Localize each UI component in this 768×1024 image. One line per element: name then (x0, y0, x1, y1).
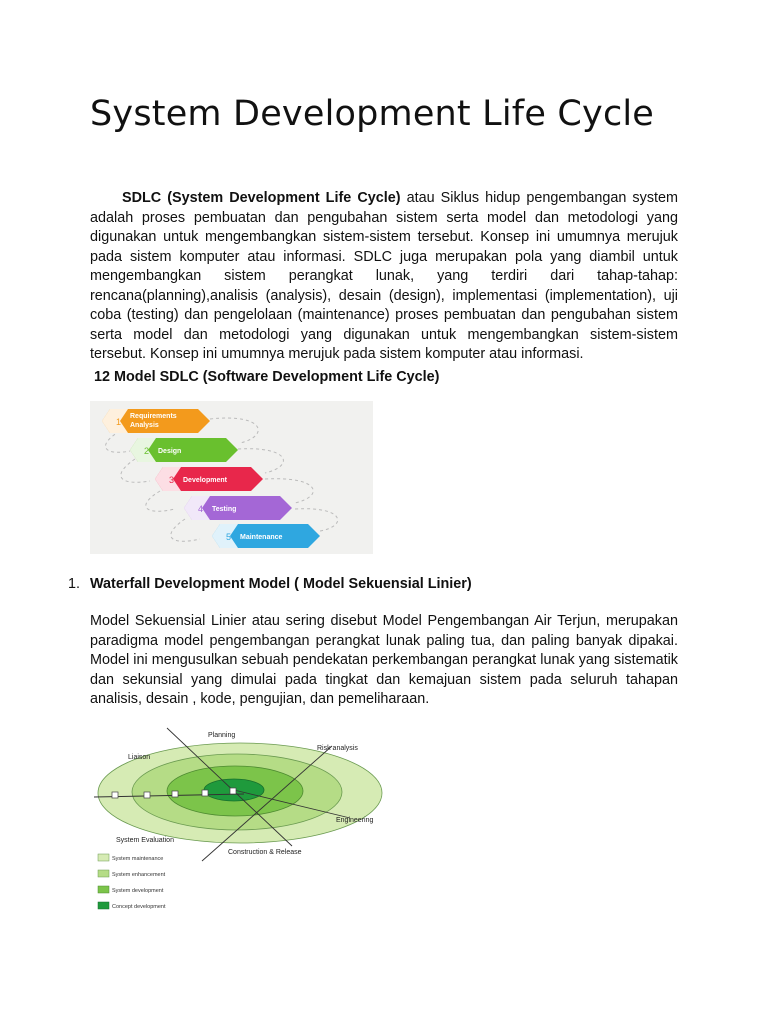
sdlc-term: SDLC (System Development Life Cycle) (122, 190, 401, 206)
sdlc-steps-figure (90, 401, 373, 554)
step-1-label-line2: Analysis (130, 422, 159, 429)
step-4-number: 4 (198, 504, 204, 514)
intro-text: atau Siklus hidup pengembangan system adalah proses pembuatan dan pengubahan sistem serta model dan metodologi yang digunakan untuk mengembangkan sistem-sistem tersebut. Konsep ini umumnya merujuk pada sistem komputer atau informasi. SDLC juga merupakan pola yang diambil untuk mengembangkan sistem perangkat lunak, yang terdiri dari tahap-tahap: rencana(planning),analisis (analysis), desain (design), implementasi (implementation), uji coba (testing) dan pengelolaan (maintenance) proses pembuatan dan pengubahan sistem serta model dan metodologi yang digunakan untuk mengembangkan sistem-sistem tersebut. Konsep ini umumnya merujuk pada sistem komputer atau informasi. (90, 190, 679, 362)
label-construction-release: Construction & Release (228, 849, 302, 856)
waterfall-paragraph: Model Sekuensial Linier atau sering disebut Model Pengembangan Air Terjun, merupakan paradigma model pengembangan perangkat lunak paling tua, dan paling banyak dipakai. Model ini mengusulkan sebuah pendekatan perkembangan perangkat lunak yang sistematik dan sekunsial yang dimulai pada tingkat dan kemajuan sistem pada seluruh tahapan analisis, desain , kode, pengujian, dan pemeliharaan. (90, 613, 678, 707)
step-1-number: 1 (116, 417, 122, 427)
spiral-model-figure (92, 726, 392, 916)
legend-swatch-development (98, 886, 109, 893)
intro-paragraph (90, 189, 678, 365)
legend-label-development: System development (112, 888, 164, 894)
step-4-label: Testing (212, 506, 237, 513)
legend-label-enhancement: System enhancement (112, 872, 166, 878)
step-5-number: 5 (226, 532, 232, 542)
step-5-label: Maintenance (240, 534, 283, 541)
label-planning: Planning (208, 732, 236, 739)
page-title: System Development Life Cycle (90, 94, 655, 134)
waterfall-heading (68, 576, 472, 592)
label-system-evaluation: System Evaluation (116, 837, 174, 844)
step-1-label: Requirements (130, 413, 177, 420)
step-3-label: Development (183, 477, 227, 484)
legend-label-maintenance: System maintenance (112, 856, 164, 862)
sdlc-step-5 (212, 524, 320, 548)
legend-swatch-concept (98, 902, 109, 909)
label-risk-analysis: Risk analysis (317, 745, 358, 752)
list-number: 1. (68, 576, 81, 592)
spiral-legend (98, 854, 166, 910)
step-2-label: Design (158, 448, 182, 455)
legend-swatch-maintenance (98, 854, 109, 861)
step-3-number: 3 (169, 475, 175, 485)
legend-swatch-enhancement (98, 870, 109, 877)
legend-label-concept: Concept development (112, 904, 166, 910)
sdlc-step-4 (184, 496, 292, 520)
waterfall-heading-text: Waterfall Development Model ( Model Sekuensial Linier) (90, 576, 472, 592)
sdlc-step-2 (130, 438, 238, 462)
sdlc-step-1 (102, 409, 210, 433)
label-engineering: Engineering (336, 817, 374, 824)
label-liaison: Liaison (128, 754, 151, 761)
sdlc-step-3 (155, 467, 263, 491)
models-heading: 12 Model SDLC (Software Development Life Cycle) (94, 369, 440, 385)
step-2-number: 2 (144, 446, 150, 456)
